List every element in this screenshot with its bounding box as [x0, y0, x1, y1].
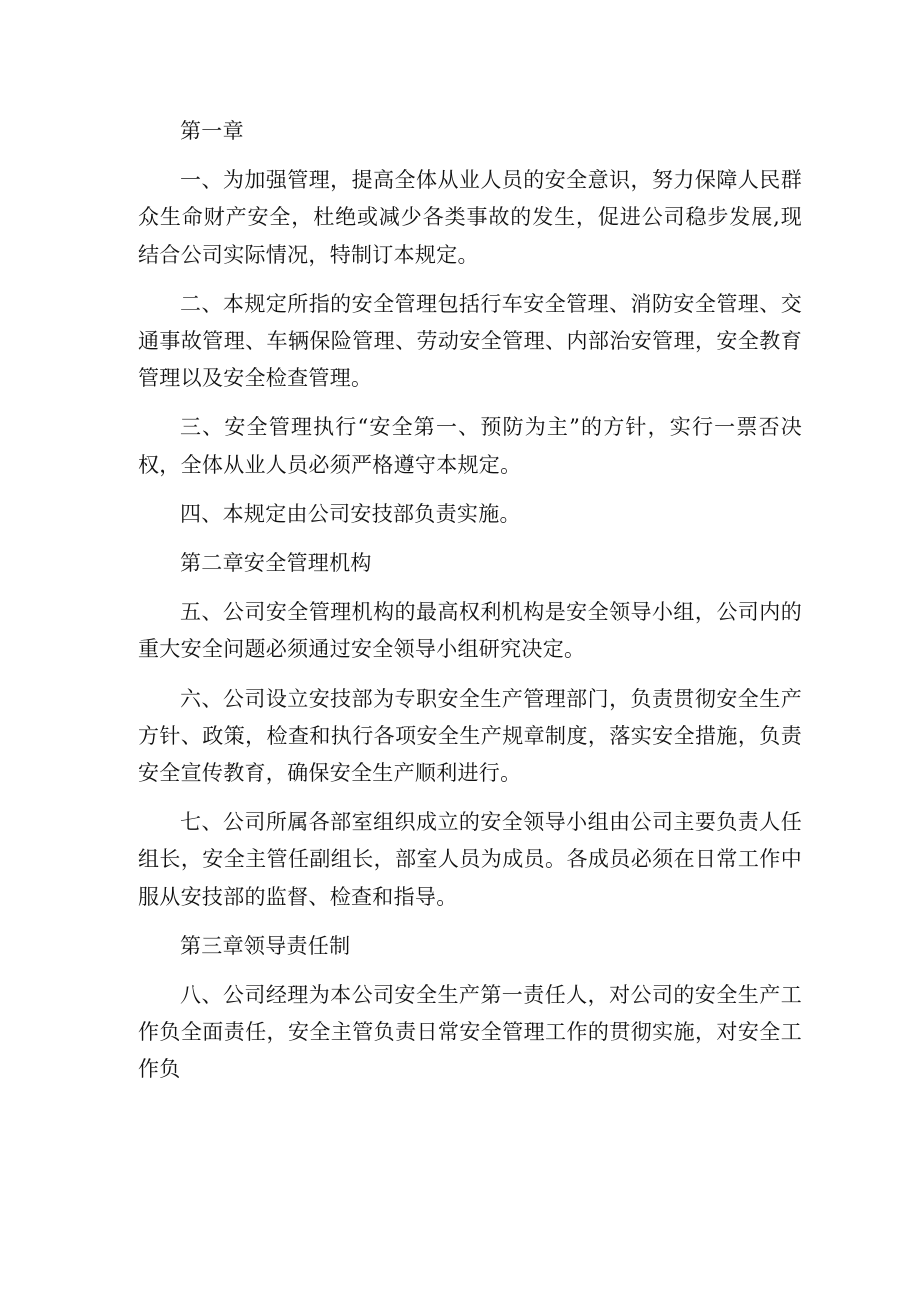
- document-body: [138, 113, 802, 1101]
- paragraph: 五、公司安全管理机构的最高权利机构是安全领导小组，公司内的重大安全问题必须通过安全领导小组研究决定。: [138, 600, 802, 662]
- paragraph: 二、本规定所指的安全管理包括行车安全管理、消防安全管理、交通事故管理、车辆保险管理、劳动安全管理、内部治安管理，安全教育管理以及安全检查管理。: [138, 291, 802, 391]
- paragraph: 六、公司设立安技部为专职安全生产管理部门，负责贯彻安全生产方针、政策，检查和执行各项安全生产规章制度，落实安全措施，负责安全宣传教育，确保安全生产顺利进行。: [138, 686, 802, 786]
- paragraph: 三、安全管理执行“安全第一、预防为主”的方针，实行一票否决权，全体从业人员必须严格遵守本规定。: [138, 415, 802, 477]
- chapter-heading: 第二章安全管理机构: [180, 551, 372, 576]
- chapter-heading: 第一章: [180, 119, 244, 143]
- paragraph: 四、本规定由公司安技部负责实施。: [180, 501, 521, 526]
- paragraph: 一、为加强管理，提高全体从业人员的安全意识，努力保障人民群众生命财产安全，杜绝或减少各类事故的发生，促进公司稳步发展,现结合公司实际情况，特制订本规定。: [138, 168, 802, 267]
- chapter-heading: 第三章领导责任制: [180, 933, 351, 958]
- paragraph: 七、公司所属各部室组织成立的安全领导小组由公司主要负责人任组长，安全主管任副组长，部室人员为成员。各成员必须在日常工作中服从安技部的监督、检查和指导。: [138, 810, 802, 909]
- paragraph: 八、公司经理为本公司安全生产第一责任人，对公司的安全生产工作负全面责任，安全主管负责日常安全管理工作的贯彻实施，对安全工作负: [138, 983, 802, 1082]
